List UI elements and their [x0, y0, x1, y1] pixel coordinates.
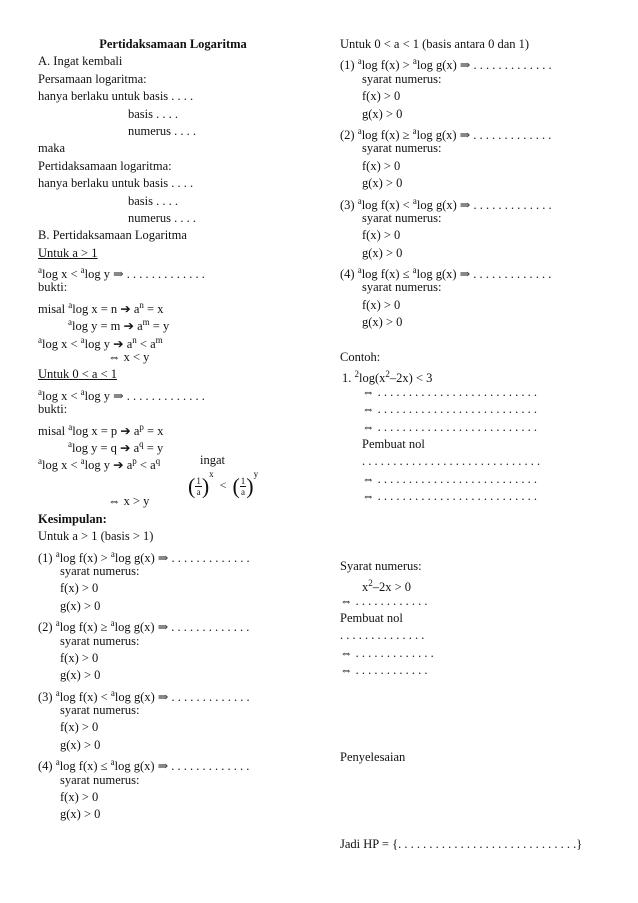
- syarat-label: syarat numerus:: [362, 280, 442, 295]
- blank-line: ⇔ . . . . . . . . . . . . . . . . . . . . . . . . . .: [362, 489, 537, 504]
- syarat-label: syarat numerus:: [362, 210, 442, 225]
- formula-line: $^a$log y = q ➔ $a^q = y$: [68, 438, 164, 455]
- syarat-label: syarat numerus:: [60, 633, 140, 648]
- conclusion-item: (3) $^a$log f(x) < $^a$log g(x) ⇒ . . . . . . . . . . . . .: [340, 195, 552, 212]
- blank-line: ⇔ . . . . . . . . . . . .: [340, 663, 428, 678]
- gx-condition: g(x) > 0: [60, 668, 101, 683]
- blank-line: ⇔ . . . . . . . . . . . . .: [340, 645, 434, 660]
- formula-line: $^a$log x < $^a$log y ➔ $a^n < a^m$: [38, 334, 163, 351]
- basis-gt-1-label: Untuk a > 1 (basis > 1): [38, 529, 154, 544]
- conclusion-item: (2) $^a$log f(x) ≥ $^a$log g(x) ⇒ . . . . . . . . . . . . .: [340, 125, 552, 142]
- basis-line: basis . . . .: [128, 193, 178, 208]
- pembuat-nol-label: Pembuat nol: [362, 436, 425, 451]
- fx-condition: f(x) > 0: [362, 297, 401, 312]
- syarat-numerus-expr: $x^2-2x > 0$: [362, 578, 412, 595]
- numerus-line: numerus . . . .: [128, 123, 197, 138]
- left-column: [38, 36, 308, 824]
- gx-condition: g(x) > 0: [60, 807, 101, 822]
- gx-condition: g(x) > 0: [362, 245, 403, 260]
- result-line: ⇔ x < y: [108, 350, 150, 365]
- conclusion-item: (4) $^a$log f(x) ≤ $^a$log g(x) ⇒ . . . . . . . . . . . . .: [38, 757, 250, 774]
- fx-condition: f(x) > 0: [60, 581, 99, 596]
- gx-condition: g(x) > 0: [362, 315, 403, 330]
- fx-condition: f(x) > 0: [362, 89, 401, 104]
- ingat-fraction-inequality: ( $\frac{1}{a}$ )$^x$ < ( $\frac{1}{a}$ )$^y$: [188, 469, 259, 499]
- blank-line: . . . . . . . . . . . . . .: [340, 628, 425, 643]
- blank-line: ⇔ . . . . . . . . . . . . . . . . . . . . . . . . . .: [362, 402, 537, 417]
- conclusion-item: (1) $^a$log f(x) > $^a$log g(x) ⇒ . . . . . . . . . . . . .: [38, 548, 250, 565]
- example-problem: 1. $^2\log(x^2-2x) < 3$: [342, 369, 433, 386]
- formula-line: $^a$log x < $^a$log y ⇒ . . . . . . . . . . . . .: [38, 265, 205, 282]
- numerus-line: numerus . . . .: [128, 210, 197, 225]
- conclusion-item: (1) $^a$log f(x) > $^a$log g(x) ⇒ . . . . . . . . . . . . .: [340, 56, 552, 73]
- case-a-between-heading: Untuk 0 < a < 1: [38, 367, 118, 382]
- fx-condition: f(x) > 0: [60, 720, 99, 735]
- conclusion-item: (2) $^a$log f(x) ≥ $^a$log g(x) ⇒ . . . . . . . . . . . . .: [38, 618, 250, 635]
- berlaku-basis-line: hanya berlaku untuk basis . . . .: [38, 89, 194, 104]
- blank-line: ⇔ . . . . . . . . . . . . . . . . . . . . . . . . . .: [362, 419, 537, 434]
- ingat-label: ingat: [200, 453, 225, 468]
- pembuat-nol-label: Pembuat nol: [340, 610, 403, 625]
- section-a-heading: A. Ingat kembali: [38, 54, 123, 69]
- syarat-label: syarat numerus:: [60, 772, 140, 787]
- gx-condition: g(x) > 0: [60, 598, 101, 613]
- syarat-label: syarat numerus:: [362, 141, 442, 156]
- case-heading: Untuk 0 < a < 1 (basis antara 0 dan 1): [340, 37, 530, 51]
- kesimpulan-heading: Kesimpulan:: [38, 511, 107, 526]
- syarat-label: syarat numerus:: [362, 71, 442, 86]
- formula-line: $^a$log y = m ➔ $a^m = y$: [68, 317, 170, 334]
- conclusion-item: (3) $^a$log f(x) < $^a$log g(x) ⇒ . . . . . . . . . . . . .: [38, 687, 250, 704]
- syarat-numerus-heading: Syarat numerus:: [340, 558, 422, 573]
- berlaku-basis-line: hanya berlaku untuk basis . . . .: [38, 176, 194, 191]
- result-line: ⇔ x > y: [108, 494, 150, 509]
- conclusion-item: (4) $^a$log f(x) ≤ $^a$log g(x) ⇒ . . . . . . . . . . . . .: [340, 265, 552, 282]
- gx-condition: g(x) > 0: [362, 176, 403, 191]
- fx-condition: f(x) > 0: [362, 158, 401, 173]
- persamaan-label: Persamaan logaritma:: [38, 71, 147, 86]
- formula-line: $^a$log x < $^a$log y ⇒ . . . . . . . . . . . . .: [38, 386, 205, 403]
- page-title: Pertidaksamaan Logaritma: [99, 37, 247, 51]
- syarat-label: syarat numerus:: [60, 703, 140, 718]
- blank-line: ⇔ . . . . . . . . . . . . . . . . . . . . . . . . . .: [362, 384, 537, 399]
- jadi-hp-line: Jadi HP = {. . . . . . . . . . . . . . . . . . . . . . . . . . . . .}: [340, 836, 583, 851]
- basis-line: basis . . . .: [128, 106, 178, 121]
- blank-line: ⇔ . . . . . . . . . . . . . . . . . . . . . . . . . .: [362, 471, 537, 486]
- section-b-heading: B. Pertidaksamaan Logaritma: [38, 228, 187, 243]
- gx-condition: g(x) > 0: [60, 737, 101, 752]
- contoh-heading: Contoh:: [340, 350, 381, 365]
- blank-line: ⇔ . . . . . . . . . . . .: [340, 593, 428, 608]
- fx-condition: f(x) > 0: [362, 228, 401, 243]
- formula-line: $^a$log x < $^a$log y ➔ $a^p < a^q$: [38, 456, 161, 473]
- gx-condition: g(x) > 0: [362, 106, 403, 121]
- bukti-label: bukti:: [38, 402, 68, 417]
- bukti-label: bukti:: [38, 280, 68, 295]
- penyelesaian-heading: Penyelesaian: [340, 750, 406, 765]
- syarat-label: syarat numerus:: [60, 563, 140, 578]
- blank-line: . . . . . . . . . . . . . . . . . . . . . . . . . . . . .: [362, 454, 541, 469]
- maka-text: maka: [38, 141, 66, 156]
- fx-condition: f(x) > 0: [60, 790, 99, 805]
- formula-line: misal $^a$log x = p ➔ $a^p = x$: [38, 421, 164, 438]
- right-column: [340, 36, 610, 853]
- ingat-block: [38, 453, 308, 499]
- formula-line: misal $^a$log x = n ➔ $a^n = x$: [38, 299, 164, 316]
- case-a-gt-1-heading: Untuk a > 1: [38, 245, 98, 260]
- pertidaksamaan-label: Pertidaksamaan logaritma:: [38, 158, 172, 173]
- fx-condition: f(x) > 0: [60, 650, 99, 665]
